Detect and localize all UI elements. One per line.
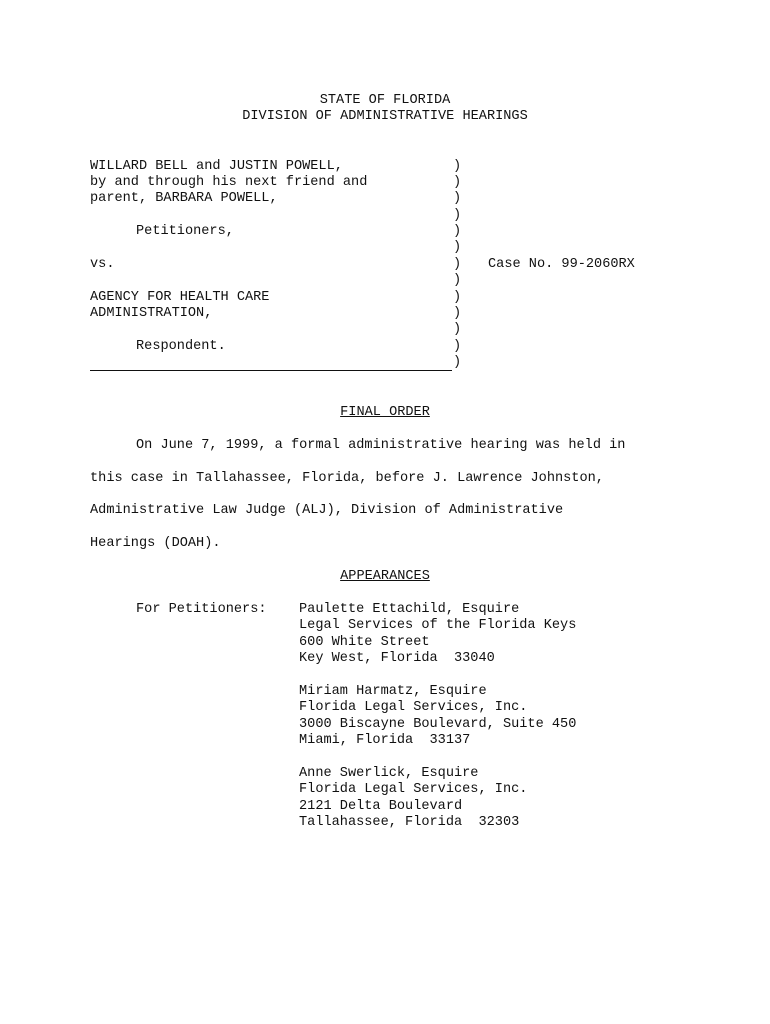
petitioner-line: by and through his next friend and <box>90 175 368 190</box>
caption-bracket: ) <box>453 159 462 174</box>
division-heading: DIVISION OF ADMINISTRATIVE HEARINGS <box>242 109 528 124</box>
for-petitioners-label: For Petitioners: <box>136 602 267 617</box>
caption-bracket: ) <box>453 175 462 190</box>
caption-bracket: ) <box>453 224 462 239</box>
counsel-line: 2121 Delta Boulevard <box>299 799 463 814</box>
counsel-line: Florida Legal Services, Inc. <box>299 782 528 797</box>
case-number: Case No. 99-2060RX <box>488 257 635 272</box>
respondent-line: ADMINISTRATION, <box>90 306 213 321</box>
caption-bracket: ) <box>453 290 462 305</box>
counsel-line: Florida Legal Services, Inc. <box>299 700 528 715</box>
versus-label: vs. <box>90 257 115 272</box>
caption-bracket: ) <box>453 257 462 272</box>
petitioner-line: parent, BARBARA POWELL, <box>90 191 278 206</box>
caption-bracket: ) <box>453 339 462 354</box>
counsel-line: Miami, Florida 33137 <box>299 733 471 748</box>
counsel-line: Tallahassee, Florida 32303 <box>299 815 520 830</box>
caption-bracket: ) <box>453 240 462 255</box>
caption-rule <box>90 370 452 371</box>
final-order-title: FINAL ORDER <box>340 405 430 420</box>
paragraph-line: Administrative Law Judge (ALJ), Division of Administrative <box>90 503 564 518</box>
respondent-line: AGENCY FOR HEALTH CARE <box>90 290 270 305</box>
paragraph-line: On June 7, 1999, a formal administrative hearing was held in <box>136 438 626 453</box>
caption-bracket: ) <box>453 208 462 223</box>
caption-bracket: ) <box>453 273 462 288</box>
paragraph-line: Hearings (DOAH). <box>90 536 221 551</box>
petitioners-label: Petitioners, <box>136 224 234 239</box>
respondent-label: Respondent. <box>136 339 226 354</box>
counsel-line: Miriam Harmatz, Esquire <box>299 684 487 699</box>
counsel-line: Legal Services of the Florida Keys <box>299 618 577 633</box>
petitioner-line: WILLARD BELL and JUSTIN POWELL, <box>90 159 343 174</box>
caption-bracket: ) <box>453 355 462 370</box>
counsel-line: 600 White Street <box>299 635 430 650</box>
state-heading: STATE OF FLORIDA <box>319 93 451 108</box>
caption-bracket: ) <box>453 322 462 337</box>
caption-bracket: ) <box>453 191 462 206</box>
counsel-line: Key West, Florida 33040 <box>299 651 495 666</box>
caption-bracket: ) <box>453 306 462 321</box>
paragraph-line: this case in Tallahassee, Florida, before J. Lawrence Johnston, <box>90 471 604 486</box>
counsel-line: 3000 Biscayne Boulevard, Suite 450 <box>299 717 577 732</box>
counsel-line: Anne Swerlick, Esquire <box>299 766 479 781</box>
counsel-line: Paulette Ettachild, Esquire <box>299 602 520 617</box>
appearances-title: APPEARANCES <box>340 569 430 584</box>
